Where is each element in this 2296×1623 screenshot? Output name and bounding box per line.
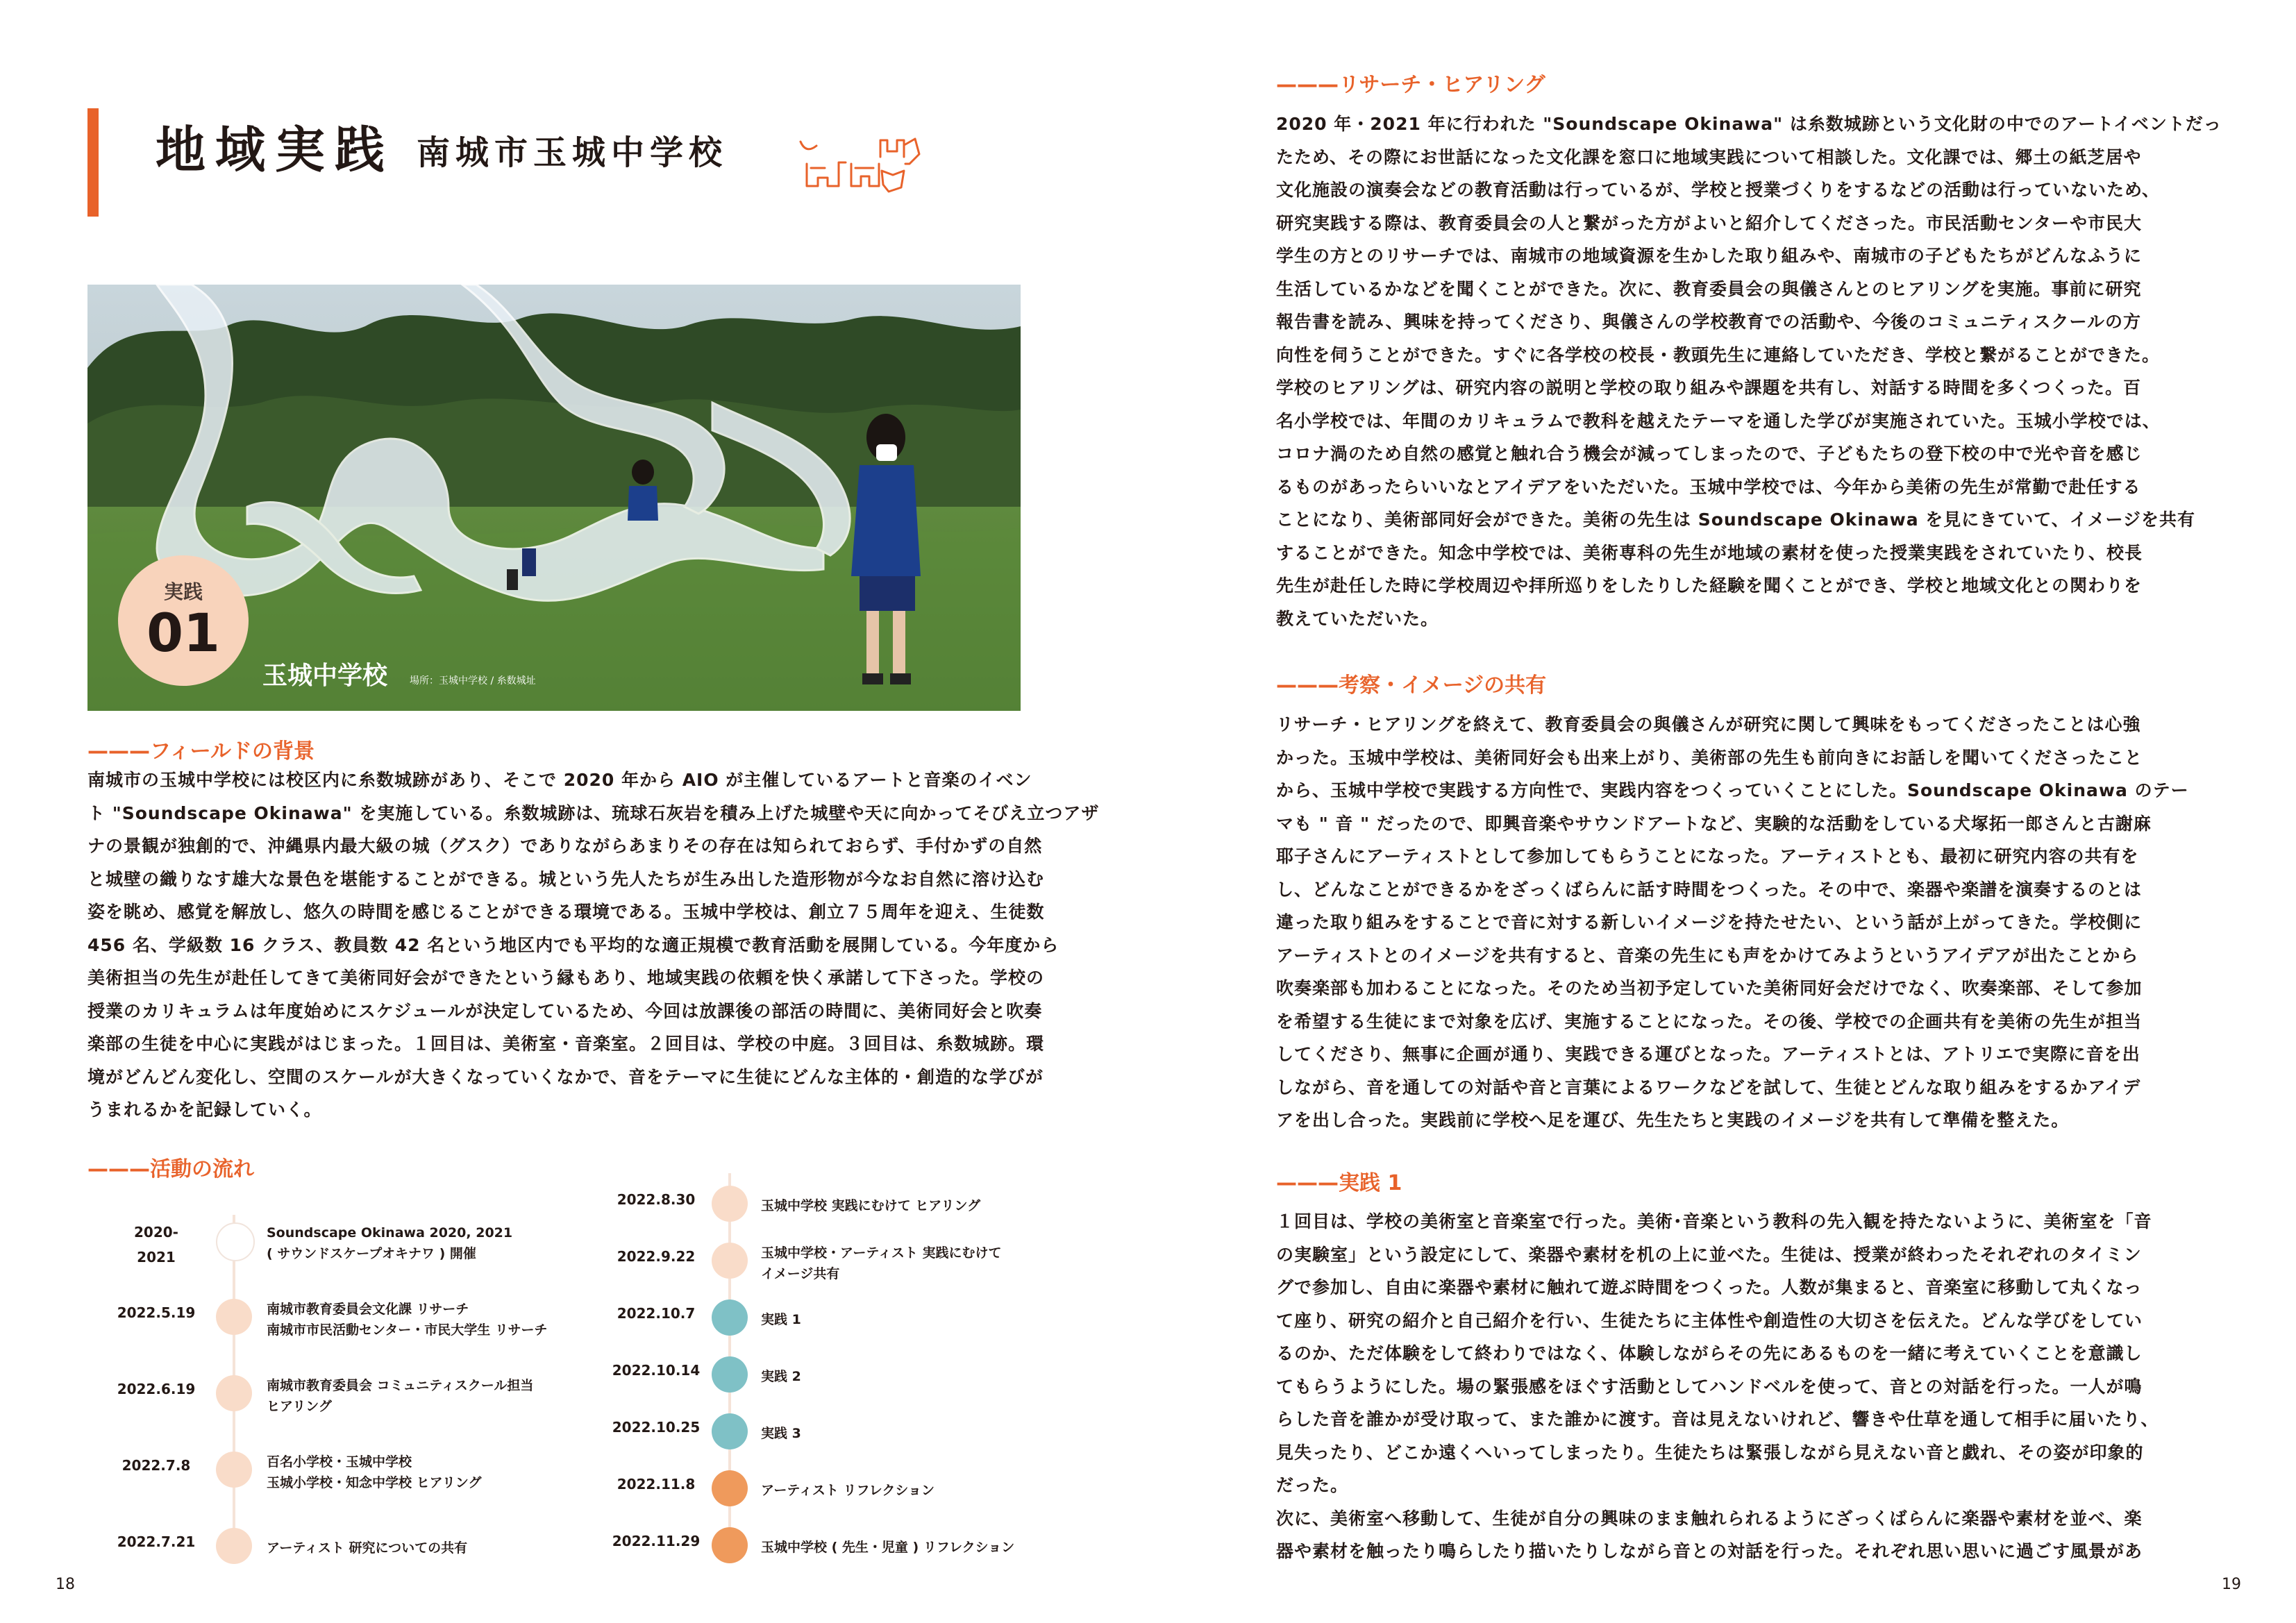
text-line: することができた。知念中学校では、美術専科の先生が地域の素材を使った授業実践をされていたり、校長 bbox=[1276, 542, 2143, 563]
timeline-date: 2022.9.22 bbox=[617, 1248, 696, 1265]
timeline-dot bbox=[712, 1470, 748, 1506]
text-line: から、玉城中学校で実践する方向性で、実践内容をつくっていくことにした。Soundscape Okinawa のテー bbox=[1276, 780, 2189, 800]
text-line: 報告書を読み、興味を持ってくださり、與儀さんの学校教育での活動や、今後のコミュニティスクールの方 bbox=[1276, 312, 2142, 332]
timeline-date: 2022.10.25 bbox=[612, 1419, 701, 1436]
timeline-text-line: 実践 2 bbox=[761, 1369, 801, 1384]
timeline-text bbox=[267, 1452, 481, 1493]
section-heading-research: ———リサーチ・ヒアリング bbox=[1276, 73, 1545, 97]
text-line: １回目は、学校の美術室と音楽室で行った。美術･音楽という教科の先入観を持たないように、美術室を「音 bbox=[1276, 1211, 2152, 1231]
timeline-date: 2022.8.30 bbox=[617, 1191, 696, 1208]
photo-credit: 場所：玉城中学校 / 糸数城址 bbox=[410, 675, 536, 687]
text-line: ナの景観が独創的で、沖縄県内最大級の城（グスク）でありながらあまりその存在は知られておらず、手付かずの自然 bbox=[87, 836, 1043, 856]
badge-label: 実践 bbox=[163, 580, 203, 603]
timeline-dot bbox=[712, 1527, 748, 1563]
text-line: リサーチ・ヒアリングを終えて、教育委員会の與儀さんが研究に関して興味をもってくださったことは心強 bbox=[1276, 714, 2141, 734]
timeline-text-line: 南城市教育委員会文化課 リサーチ bbox=[267, 1302, 469, 1317]
timeline-text bbox=[761, 1366, 801, 1387]
text-line: だった。 bbox=[1276, 1475, 1349, 1495]
section-heading-flow: ———活動の流れ bbox=[87, 1157, 254, 1181]
timeline-dot bbox=[712, 1243, 748, 1279]
text-line: の実験室」という設定にして、楽器や素材を机の上に並べた。生徒は、授業が終わったそれぞれのタイミン bbox=[1276, 1244, 2142, 1265]
text-line: 456 名、学級数 16 クラス、教員数 42 名という地区内でも平均的な適正規模で教育活動を展開している。今年度から bbox=[87, 934, 1059, 955]
timeline-text bbox=[761, 1423, 801, 1444]
timeline-text-line: 玉城中学校 実践にむけて ヒアリング bbox=[761, 1198, 981, 1213]
section-heading-consider: ———考察・イメージの共有 bbox=[1276, 673, 1547, 698]
timeline-text bbox=[761, 1537, 1014, 1558]
timeline-date: 2022.11.8 bbox=[617, 1476, 696, 1492]
timeline-text bbox=[267, 1538, 467, 1558]
practice-number-badge bbox=[118, 555, 249, 686]
timeline-text-line: アーティスト リフレクション bbox=[761, 1483, 935, 1498]
text-line: るのか、ただ体験をして終わりではなく、体験しながらその先にあるものを一緒に考えていくことを意識し bbox=[1276, 1343, 2143, 1363]
consider-text bbox=[1276, 708, 2206, 1137]
text-line: し、どんなことができるかをざっくばらんに話す時間をつくった。その中で、楽器や楽譜を演奏するのとは bbox=[1276, 879, 2143, 900]
timeline-text bbox=[761, 1243, 1002, 1284]
timeline-date: 2022.11.29 bbox=[612, 1533, 701, 1549]
timeline-text-line: ( サウンドスケープオキナワ ) 開催 bbox=[267, 1246, 476, 1261]
text-line: 美術担当の先生が赴任してきて美術同好会ができたという縁もあり、地域実践の依頼を快く承諾して下さった。学校の bbox=[87, 968, 1045, 988]
timeline-text-line: Soundscape Okinawa 2020, 2021 bbox=[267, 1225, 513, 1241]
text-line: 向性を伺うことができた。すぐに各学校の校長・教頭先生に連絡していただき、学校と繋がることができた。 bbox=[1276, 344, 2161, 365]
timeline-date: 2022.5.19 bbox=[117, 1304, 196, 1321]
timeline-text-line: 玉城中学校・アーティスト 実践にむけて bbox=[761, 1245, 1002, 1261]
text-line: しながら、音を通しての対話や音と言葉によるワークなどを試して、生徒とどんな取り組みをするかアイデ bbox=[1276, 1077, 2141, 1098]
text-line: 2020 年・2021 年に行われた "Soundscape Okinawa" は糸数城跡という文化財の中でのアートイベントだっ bbox=[1276, 114, 2222, 134]
timeline-dot bbox=[216, 1452, 252, 1488]
timeline-text-line: アーティスト 研究についての共有 bbox=[267, 1540, 468, 1556]
text-line: 文化施設の演奏会などの教育活動は行っているが、学校と授業づくりをするなどの活動は行っていないため、 bbox=[1276, 180, 2161, 200]
timeline-dot bbox=[216, 1528, 252, 1564]
text-line: 教えていただいた。 bbox=[1276, 608, 1439, 629]
section-heading-field: ———フィールドの背景 bbox=[87, 739, 315, 764]
text-line: ト "Soundscape Okinawa" を実施している。糸数城跡は、琉球石灰岩を積み上げた城壁や天に向かってそびえ立つアザ bbox=[87, 802, 1100, 823]
timeline-dot bbox=[712, 1356, 748, 1393]
timeline-text-line: 実践 1 bbox=[761, 1312, 801, 1327]
timeline-text bbox=[267, 1222, 512, 1264]
text-line: 器や素材を触ったり鳴らしたり描いたりしながら音との対話を行った。それぞれ思い思いに過ごす風景があ bbox=[1276, 1541, 2143, 1561]
timeline-text-line: 実践 3 bbox=[761, 1426, 801, 1441]
timeline-text bbox=[267, 1375, 533, 1417]
text-line: 境がどんどん変化し、空間のスケールが大きくなっていくなかで、音をテーマに生徒にどんな主体的・創造的な学びが bbox=[87, 1066, 1044, 1087]
text-line: 名小学校では、年間のカリキュラムで教科を越えたテーマを通した学びが実施されていた。玉城小学校では、 bbox=[1276, 410, 2161, 431]
text-line: 研究実践する際は、教育委員会の人と繋がった方がよいと紹介してくださった。市民活動センターや市民大 bbox=[1276, 212, 2143, 233]
text-line: て座り、研究の紹介と自己紹介を行い、生徒たちに主体性や創造性の大切さを伝えた。どんな学びをしてい bbox=[1276, 1310, 2143, 1331]
timeline-text-line: 南城市市民活動センター・市民大学生 リサーチ bbox=[267, 1322, 548, 1338]
timeline-dot bbox=[216, 1375, 252, 1411]
timeline-dot bbox=[712, 1413, 748, 1449]
photo-caption: 玉城中学校 bbox=[262, 662, 388, 690]
timeline-date: 2022.10.14 bbox=[612, 1362, 701, 1379]
text-line: てもらうようにした。場の緊張感をほぐす活動としてハンドベルを使って、音との対話を行った。一人が鳴 bbox=[1276, 1376, 2143, 1397]
field-background-text bbox=[87, 764, 1100, 1127]
page-number-right: 19 bbox=[2222, 1576, 2241, 1593]
text-line: かった。玉城中学校は、美術同好会も出来上がり、美術部の先生も前向きにお話しを聞いてくださったこと bbox=[1276, 747, 2143, 768]
research-text bbox=[1276, 108, 2222, 635]
timeline-text-line: ヒアリング bbox=[267, 1399, 332, 1414]
timeline-text-line: 玉城中学校 ( 先生・児童 ) リフレクション bbox=[761, 1540, 1015, 1555]
text-line: と城壁の織りなす雄大な景色を堪能することができる。城という先人たちが生み出した造形物が今なお自然に溶け込む bbox=[87, 868, 1045, 889]
text-line: コロナ渦のため自然の感覚と触れ合う機会が減ってしまったので、子どもたちの登下校の中で光や音を感じ bbox=[1276, 444, 2143, 464]
timeline-text-line: イメージ共有 bbox=[761, 1266, 840, 1281]
timeline-text-line: 玉城小学校・知念中学校 ヒアリング bbox=[267, 1475, 482, 1490]
text-line: 先生が赴任した時に学校周辺や拝所巡りをしたりした経験を聞くことができ、学校と地域文化との関わりを bbox=[1276, 575, 2143, 596]
timeline-text bbox=[761, 1309, 801, 1330]
text-line: 姿を眺め、感覚を解放し、悠久の時間を感じることができる環境である。玉城中学校は、創立７５周年を迎え、生徒数 bbox=[87, 902, 1045, 922]
text-line: グで参加し、自由に楽器や素材に触れて遊ぶ時間をつくった。人数が集まると、音楽室に移動して丸くなっ bbox=[1276, 1277, 2143, 1297]
practice-text bbox=[1276, 1205, 2206, 1568]
text-line: 南城市の玉城中学校には校区内に糸数城跡があり、そこで 2020 年から AIO が主催しているアートと音楽のイベン bbox=[87, 770, 1032, 790]
text-line: 生活しているかなどを聞くことができた。次に、教育委員会の與儀さんとのヒアリングを実施。事前に研究 bbox=[1276, 278, 2142, 299]
section-heading-practice: ———実践 1 bbox=[1276, 1171, 1402, 1195]
text-line: たため、その際にお世話になった文化課を窓口に地域実践について相談した。文化課では、郷土の紙芝居や bbox=[1276, 146, 2142, 167]
text-line: マも " 音 " だったので、即興音楽やサウンドアートなど、実験的な活動をしている犬塚拓一郎さんと古謝麻 bbox=[1276, 813, 2152, 834]
timeline-dot bbox=[216, 1222, 255, 1261]
timeline-text bbox=[761, 1480, 935, 1501]
text-line: 学校のヒアリングは、研究内容の説明と学校の取り組みや課題を共有し、対話する時間を多くつくった。百 bbox=[1276, 378, 2142, 398]
text-line: 耶子さんにアーティストとして参加してもらうことになった。アーティストとも、最初に研究内容の共有を bbox=[1276, 846, 2139, 866]
text-line: 吹奏楽部も加わることになった。そのため当初予定していた美術同好会だけでなく、吹奏楽部、そして参加 bbox=[1276, 978, 2143, 998]
timeline-date: 2022.10.7 bbox=[617, 1305, 696, 1322]
text-line: アーティストとのイメージを共有すると、音楽の先生にも声をかけてみようというアイデアが出たことから bbox=[1276, 945, 2139, 966]
timeline-text bbox=[761, 1195, 980, 1216]
text-line: らした音を誰かが受け取って、また誰かに渡す。音は見えないけれど、響きや仕草を通して相手に届いたり、 bbox=[1276, 1409, 2159, 1429]
page-number-left: 18 bbox=[56, 1576, 75, 1593]
text-line: うまれるかを記録していく。 bbox=[87, 1100, 322, 1120]
text-line: を希望する生徒にまで対象を広げ、実施することになった。その後、学校での企画共有を美術の先生が担当 bbox=[1276, 1011, 2143, 1032]
timeline-date: 2022.7.8 bbox=[121, 1457, 191, 1474]
timeline-text bbox=[267, 1299, 547, 1340]
shoes-doodle-icon bbox=[797, 136, 922, 199]
title-accent-bar bbox=[87, 108, 99, 217]
timeline-dot bbox=[712, 1300, 748, 1336]
text-line: 学生の方とのリサーチでは、南城市の地域資源を生かした取り組みや、南城市の子どもたちがどんなふうに bbox=[1276, 246, 2143, 266]
timeline-dot bbox=[712, 1186, 748, 1222]
text-line: してくださり、無事に企画が通り、実践できる運びとなった。アーティストとは、アトリエで実際に音を出 bbox=[1276, 1044, 2140, 1064]
page-title: 地域実践 bbox=[156, 121, 395, 179]
text-line: ことになり、美術部同好会ができた。美術の先生は Soundscape Okinawa を見にきていて、イメージを共有 bbox=[1276, 510, 2196, 530]
timeline-date: 2022.7.21 bbox=[117, 1533, 196, 1550]
timeline-date: 2022.6.19 bbox=[117, 1381, 196, 1397]
timeline-dot bbox=[216, 1299, 252, 1335]
text-line: 楽部の生徒を中心に実践がはじまった。１回目は、美術室・音楽室。２回目は、学校の中庭。３回目は、糸数城跡。環 bbox=[87, 1034, 1045, 1054]
text-line: 次に、美術室へ移動して、生徒が自分の興味のまま触れられるようにざっくばらんに楽器や素材を並べ、楽 bbox=[1276, 1508, 2143, 1529]
text-line: 見失ったり、どこか遠くへいってしまったり。生徒たちは緊張しながら見えない音と戯れ、その姿が印象的 bbox=[1276, 1442, 2144, 1463]
text-line: 違った取り組みをすることで音に対する新しいイメージを持たせたい、という話が上がってきた。学校側に bbox=[1276, 912, 2143, 932]
page-subtitle: 南城市玉城中学校 bbox=[417, 133, 728, 172]
text-line: 授業のカリキュラムは年度始めにスケジュールが決定しているため、今回は放課後の部活の時間に、美術同好会と吹奏 bbox=[87, 1000, 1043, 1021]
badge-number: 01 bbox=[146, 602, 220, 664]
text-line: アを出し合った。実践前に学校へ足を運び、先生たちと実践のイメージを共有して準備を整えた。 bbox=[1276, 1110, 2070, 1130]
timeline-text-line: 百名小学校・玉城中学校 bbox=[267, 1454, 412, 1470]
timeline-text-line: 南城市教育委員会 コミュニティスクール担当 bbox=[267, 1378, 534, 1393]
text-line: るものがあったらいいなとアイデアをいただいた。玉城中学校では、今年から美術の先生が常勤で赴任する bbox=[1276, 476, 2141, 497]
timeline-date: 2020- 2021 bbox=[134, 1224, 178, 1265]
